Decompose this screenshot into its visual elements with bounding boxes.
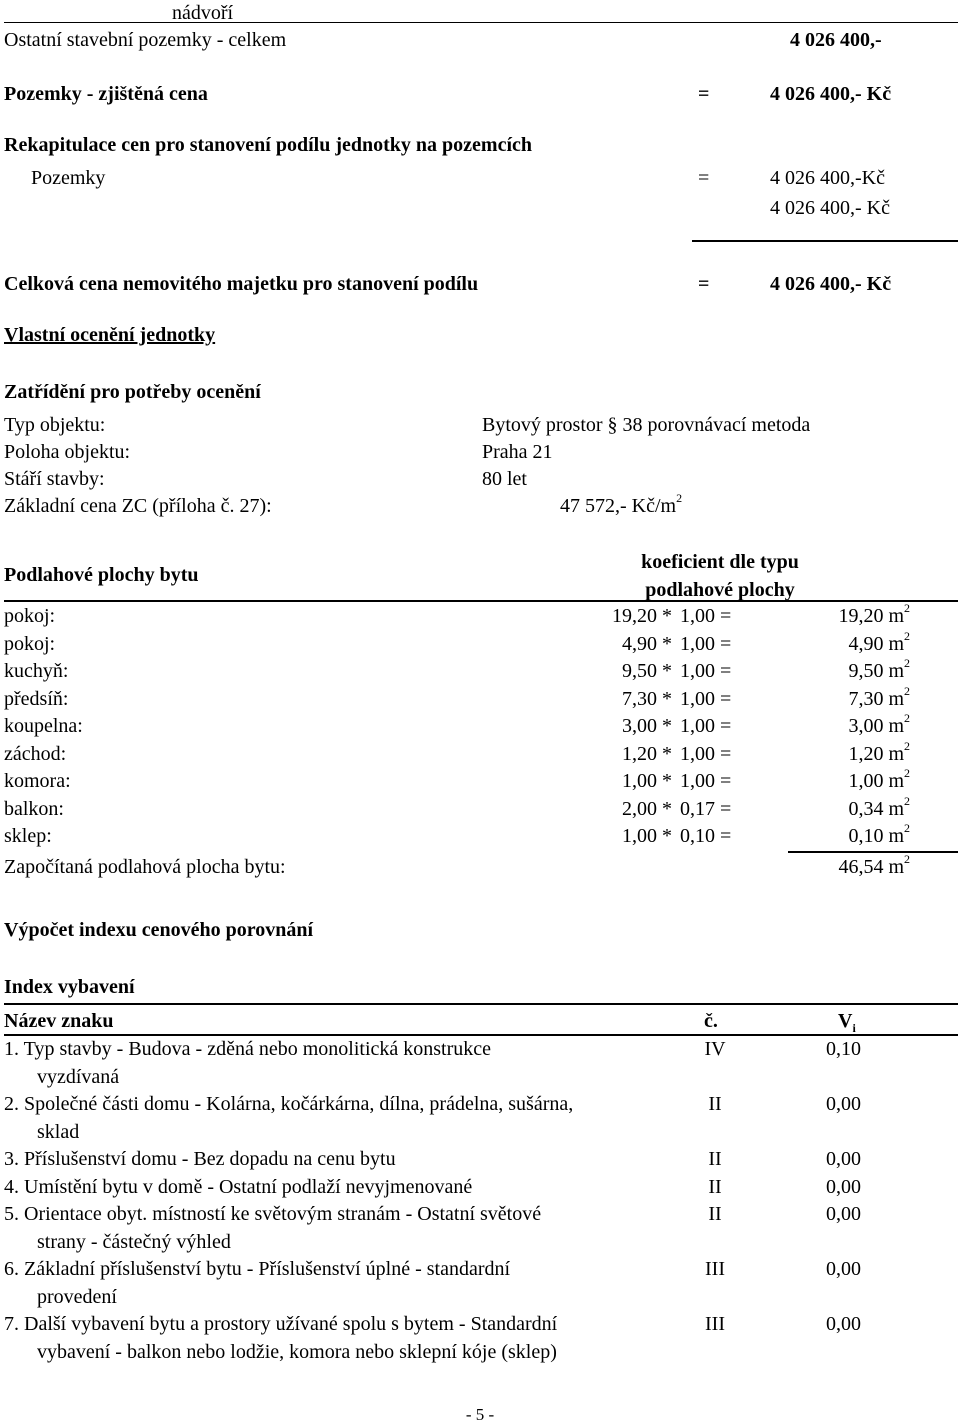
plocha-result-sup: 2 [904, 821, 910, 835]
celkova-eq: = [698, 273, 710, 295]
plocha-area: 7,30 * [622, 687, 672, 710]
plocha-coef: 1,00 = [680, 632, 732, 655]
plocha-name: kuchyň: [4, 660, 69, 682]
top-divider [4, 22, 958, 23]
plocha-result [760, 821, 910, 848]
plocha-result [760, 766, 910, 793]
index-header-bottom-line [4, 1034, 958, 1036]
index-row-v: 0,00 [826, 1313, 861, 1335]
plocha-coef: 1,00 = [680, 715, 732, 737]
plocha-result [760, 601, 910, 628]
plocha-result-text: 4,90 m [848, 632, 904, 655]
plocha-coef: 1,00 = [680, 660, 732, 682]
index-row-v: 0,00 [826, 1258, 861, 1280]
index-row-c: II [708, 1148, 722, 1170]
index-row-c: IV [704, 1038, 726, 1060]
index-col-v [838, 1009, 856, 1035]
plocha-result-sup: 2 [904, 601, 910, 615]
index-row-c: III [705, 1313, 725, 1335]
plocha-result-sup: 2 [904, 766, 910, 780]
celkova-value: 4 026 400,- Kč [770, 273, 892, 295]
nadvori-text: nádvoří [172, 2, 234, 24]
typ-objektu-value: Bytový prostor § 38 porovnávací metoda [482, 414, 811, 436]
pozemky-zjistena-eq: = [698, 83, 710, 105]
plochy-total-text: 46,54 m [838, 856, 904, 878]
plocha-name: komora: [4, 770, 71, 792]
plocha-area: 9,50 * [622, 660, 672, 682]
plocha-coef: 0,10 = [680, 825, 732, 847]
celkova-label: Celková cena nemovitého majetku pro stanovení podílu [4, 273, 479, 295]
ostatni-label: Ostatní stavební pozemky - celkem [4, 29, 287, 51]
index-row-text-cont: sklad [37, 1120, 80, 1143]
page-number: - 5 - [465, 1405, 495, 1424]
plocha-area: 19,20 * [612, 605, 672, 627]
plocha-name: sklep: [4, 825, 52, 847]
plocha-area: 1,20 * [622, 742, 672, 765]
index-row-text: 7. Další vybavení bytu a prostory užívané spolu s bytem - Standardní [4, 1313, 558, 1335]
index-col-v-text: V [838, 1010, 853, 1032]
pozemky-zjistena-label: Pozemky - zjištěná cena [4, 83, 208, 105]
plocha-result-text: 7,30 m [848, 687, 904, 710]
index-col-c: č. [704, 1010, 718, 1032]
index-row-text-cont: strany - částečný výhled [37, 1230, 231, 1253]
plocha-area: 3,00 * [622, 715, 672, 737]
plocha-coef: 0,17 = [680, 797, 732, 820]
ostatni-value: 4 026 400,- [790, 29, 882, 51]
plocha-result-sup: 2 [904, 683, 910, 698]
rekap-sum-value: 4 026 400,- Kč [770, 197, 890, 219]
index-row-text-cont: vyzdívaná [37, 1065, 120, 1088]
plocha-result [760, 628, 910, 656]
index-header-top-line [4, 1003, 958, 1005]
index-row-v: 0,00 [826, 1203, 861, 1225]
pozemky-zjistena-value: 4 026 400,- Kč [770, 83, 892, 105]
plochy-total-label: Započítaná podlahová plocha bytu: [4, 856, 286, 878]
plocha-result [760, 683, 910, 711]
zatrideni-title: Zatřídění pro potřeby ocenění [4, 381, 261, 403]
typ-objektu-label: Typ objektu: [4, 414, 106, 436]
vlastni-title: Vlastní ocenění jednotky [4, 324, 216, 346]
index-row-v: 0,00 [826, 1093, 861, 1115]
stari-value: 80 let [482, 468, 527, 490]
plocha-coef: 1,00 = [680, 742, 732, 765]
plochy-total-line [788, 851, 958, 853]
plocha-result [760, 711, 910, 738]
plocha-coef: 1,00 = [680, 605, 732, 627]
plocha-name: záchod: [4, 742, 67, 765]
plocha-result-text: 0,34 m [848, 797, 904, 820]
plochy-header-line [4, 600, 958, 602]
plocha-area: 1,00 * [622, 770, 672, 792]
plocha-name: koupelna: [4, 715, 83, 737]
zakladni-cena-sup: 2 [676, 491, 683, 505]
stari-label: Stáří stavby: [4, 468, 105, 490]
index-row-text: 3. Příslušenství domu - Bez dopadu na cenu bytu [4, 1148, 396, 1170]
index-row-text: 1. Typ stavby - Budova - zděná nebo monolitická konstrukce [4, 1038, 492, 1060]
zakladni-cena-value [560, 491, 683, 518]
index-row-text-cont: provedení [37, 1285, 117, 1308]
index-row-text: 5. Orientace obyt. místností ke světovým stranám - Ostatní světové [4, 1203, 542, 1225]
plocha-result-sup: 2 [904, 628, 910, 643]
plocha-result-text: 19,20 m [838, 605, 904, 627]
plocha-result-sup: 2 [904, 656, 910, 670]
plocha-coef: 1,00 = [680, 687, 732, 710]
index-row-c: II [708, 1203, 722, 1225]
index-col-name: Název znaku [4, 1010, 114, 1032]
plocha-result-text: 9,50 m [848, 660, 904, 682]
vypocet-title: Výpočet indexu cenového porovnání [4, 919, 314, 941]
plocha-result-text: 1,20 m [848, 742, 904, 765]
plocha-name: pokoj: [4, 605, 56, 627]
index-row-c: II [708, 1093, 722, 1115]
koef-header-2: podlahové plochy [645, 579, 795, 601]
plocha-result [760, 793, 910, 821]
plocha-result [760, 738, 910, 766]
plocha-name: balkon: [4, 797, 64, 820]
plocha-area: 1,00 * [622, 825, 672, 847]
plocha-result [760, 656, 910, 683]
plochy-total-value [760, 852, 910, 879]
poloha-value: Praha 21 [482, 441, 553, 463]
index-row-c: II [708, 1175, 722, 1198]
rekap-pozemky-value: 4 026 400,-Kč [770, 167, 885, 189]
koef-header-1: koeficient dle typu [641, 551, 799, 573]
plocha-coef: 1,00 = [680, 770, 732, 792]
index-row-text-cont: vybavení - balkon nebo lodžie, komora nebo sklepní kóje (sklep) [37, 1340, 557, 1363]
index-row-v: 0,00 [826, 1175, 861, 1198]
plocha-result-text: 3,00 m [848, 715, 904, 737]
rekap-pozemky-eq: = [698, 167, 710, 189]
index-row-v: 0,10 [826, 1038, 861, 1060]
poloha-label: Poloha objektu: [4, 441, 131, 463]
plocha-result-text: 1,00 m [848, 770, 904, 792]
rekap-pozemky-label: Pozemky [31, 167, 106, 189]
plocha-result-text: 0,10 m [848, 825, 904, 847]
plocha-name: pokoj: [4, 632, 56, 655]
zakladni-cena-text: 47 572,- Kč/m [560, 495, 677, 517]
index-row-v: 0,00 [826, 1148, 861, 1170]
zakladni-cena-label: Základní cena ZC (příloha č. 27): [4, 495, 272, 517]
index-row-text: 2. Společné části domu - Kolárna, kočárkárna, dílna, prádelna, sušárna, [4, 1093, 574, 1115]
index-title: Index vybavení [4, 976, 135, 998]
plocha-area: 2,00 * [622, 797, 672, 820]
index-col-v-sub: i [852, 1021, 856, 1035]
plocha-result-sup: 2 [904, 711, 910, 725]
rekap-sum-line [692, 240, 958, 242]
plocha-area: 4,90 * [622, 632, 672, 655]
plocha-result-sup: 2 [904, 793, 910, 808]
index-row-c: III [705, 1258, 725, 1280]
plocha-result-sup: 2 [904, 738, 910, 753]
plocha-name: předsíň: [4, 687, 69, 710]
plochy-total-sup: 2 [904, 852, 910, 866]
plochy-title: Podlahové plochy bytu [4, 564, 199, 586]
index-row-text: 6. Základní příslušenství bytu - Příslušenství úplné - standardní [4, 1258, 511, 1280]
rekap-title: Rekapitulace cen pro stanovení podílu jednotky na pozemcích [4, 134, 532, 156]
index-row-text: 4. Umístění bytu v domě - Ostatní podlaží nevyjmenované [4, 1175, 473, 1198]
